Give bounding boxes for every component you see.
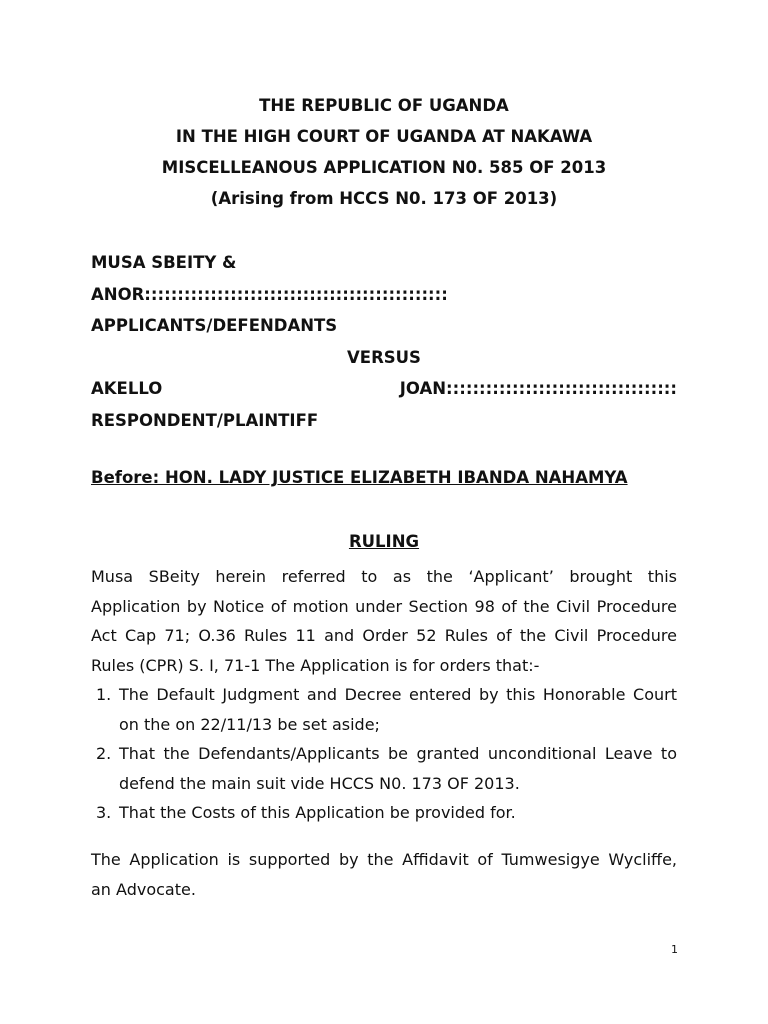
intro-paragraph <box>91 562 677 680</box>
list-number: 2. <box>96 744 112 763</box>
applicant-anor: ANOR:::::::::::::::::::::::::::::::::::::::::::::: <box>91 284 448 304</box>
case-heading <box>91 90 677 214</box>
respondent-first-name: AKELLO <box>91 379 163 398</box>
respondent-role: RESPONDENT/PLAINTIFF <box>91 410 319 430</box>
applicant-role: APPLICANTS/DEFENDANTS <box>91 316 338 335</box>
heading-application: MISCELLEANOUS APPLICATION N0. 585 OF 2013 <box>161 158 607 177</box>
list-item <box>91 798 677 828</box>
list-item-text: That the Defendants/Applicants be granted unconditional Leave to <box>119 744 677 763</box>
before-judge: Before: HON. LADY JUSTICE ELIZABETH IBANDA NAHAMYA <box>91 468 628 487</box>
heading-court: IN THE HIGH COURT OF UGANDA AT NAKAWA <box>175 127 593 146</box>
heading-arising-from: (Arising from HCCS N0. 173 OF 2013) <box>210 189 558 208</box>
orders-list <box>91 680 677 828</box>
page-number: 1 <box>671 943 678 956</box>
paragraph-line: Act Cap 71; O.36 Rules 11 and Order 52 Rules of the Civil Procedure <box>91 626 677 645</box>
versus-label: VERSUS <box>347 347 421 367</box>
list-number: 1. <box>96 685 112 704</box>
paragraph-line: The Application is supported by the Affidavit of Tumwesigye Wycliffe, <box>91 850 677 869</box>
list-item-text: That the Costs of this Application be provided for. <box>119 803 516 822</box>
paragraph-line: Application by Notice of motion under Section 98 of the Civil Procedure <box>91 596 677 616</box>
list-item <box>91 739 677 798</box>
paragraph-line: Musa SBeity herein referred to as the ‘Applicant’ brought this <box>91 567 677 586</box>
list-number: 3. <box>96 803 112 822</box>
list-item-text: on the on 22/11/13 be set aside; <box>119 714 380 734</box>
parties-block <box>91 247 677 436</box>
applicant-name: MUSA SBEITY & <box>91 253 237 272</box>
list-item <box>91 680 677 739</box>
respondent-last-name: JOAN::::::::::::::::::::::::::::::::::: <box>399 379 677 398</box>
paragraph-line: an Advocate. <box>91 879 196 899</box>
support-paragraph <box>91 845 677 904</box>
heading-republic: THE REPUBLIC OF UGANDA <box>259 96 509 115</box>
list-item-text: The Default Judgment and Decree entered by this Honorable Court <box>119 685 677 704</box>
paragraph-line: Rules (CPR) S. I, 71-1 The Application is for orders that:- <box>91 655 540 675</box>
ruling-title: RULING <box>348 532 420 551</box>
respondent-name-row <box>91 373 677 405</box>
list-item-text: defend the main suit vide HCCS N0. 173 OF 2013. <box>119 773 520 793</box>
